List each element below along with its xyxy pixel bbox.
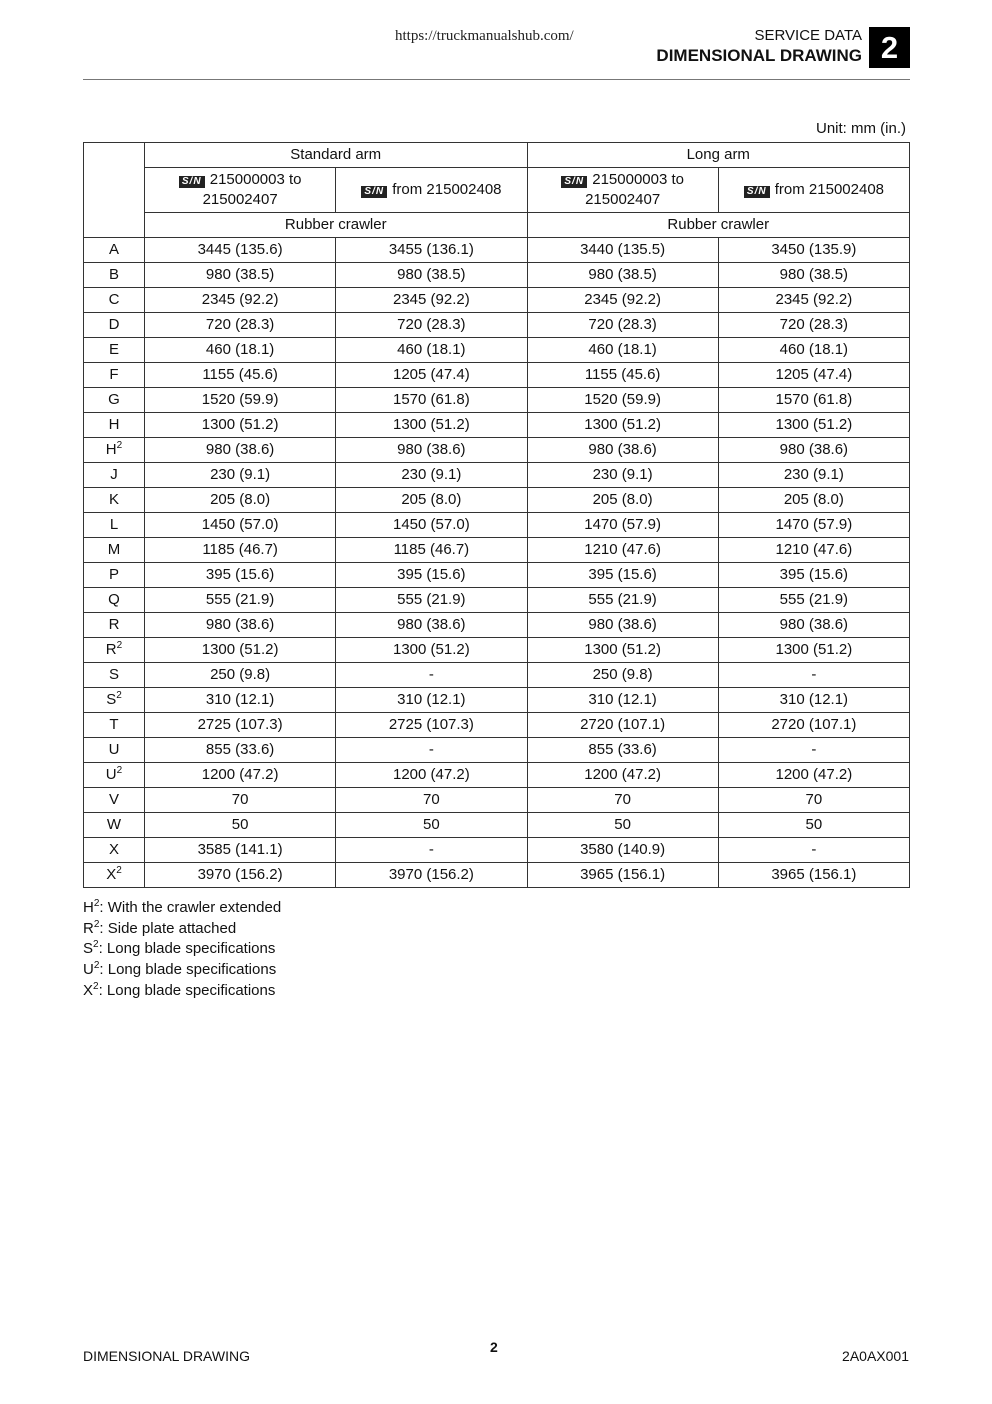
serial-cell [527,168,718,213]
table-row [84,863,910,888]
dimension-letter: R [105,641,117,658]
dimension-label [84,238,145,263]
group-standard-arm: Standard arm [145,143,528,168]
dimension-value: - [336,738,527,763]
dimension-letter: W [106,816,122,833]
dimension-value: 1450 (57.0) [336,513,527,538]
dimension-value: 1300 (51.2) [336,413,527,438]
footnote-superscript: 2 [93,918,100,930]
dimension-value: 1200 (47.2) [336,763,527,788]
dimension-letter: A [108,241,119,258]
dimension-letter: U [108,741,120,758]
dimension-value: 3455 (136.1) [336,238,527,263]
dimension-value: 1210 (47.6) [718,538,909,563]
table-row [84,438,910,463]
crawler-type-cell: Rubber crawler [527,213,910,238]
dimension-value: 980 (38.5) [336,263,527,288]
dimension-value: 1205 (47.4) [718,363,909,388]
dimension-superscript: 2 [116,640,123,651]
table-row [84,838,910,863]
footnotes [83,898,281,1002]
footnote-label: U [83,961,94,979]
dimension-superscript: 2 [116,865,122,876]
footnote-text: : Long blade specifications [98,981,276,999]
dimension-value: 3580 (140.9) [527,838,718,863]
dimension-label [84,813,145,838]
dimension-value: - [336,838,527,863]
dimension-letter: M [107,541,121,558]
dimension-value: 205 (8.0) [718,488,909,513]
footnote-superscript: 2 [93,939,99,951]
dimension-label [84,863,145,888]
dimension-value: 555 (21.9) [718,588,909,613]
dimension-letter: V [108,791,119,808]
table-row [84,563,910,588]
table-row [84,388,910,413]
dimension-label [84,513,145,538]
dimension-value: 1570 (61.8) [718,388,909,413]
header-divider [83,79,910,80]
dimension-value: 395 (15.6) [336,563,527,588]
dimension-value: 1300 (51.2) [145,638,336,663]
dimension-value: 50 [336,813,527,838]
dimension-value: 70 [145,788,336,813]
dimension-value: 980 (38.5) [527,263,718,288]
dimension-value: 855 (33.6) [145,738,336,763]
dimension-value: 395 (15.6) [718,563,909,588]
footer-title: DIMENSIONAL DRAWING [83,1348,250,1364]
table-row [84,663,910,688]
table-row [84,263,910,288]
dimension-value: 230 (9.1) [718,463,909,488]
dimension-label [84,488,145,513]
dimension-superscript: 2 [116,765,123,776]
dimension-value: 980 (38.6) [145,438,336,463]
dimension-value: 3970 (156.2) [336,863,527,888]
dimension-value: 460 (18.1) [336,338,527,363]
dimension-label [84,613,145,638]
dimension-value: 70 [527,788,718,813]
serial-cell [336,168,527,213]
dimension-letter: T [109,716,119,733]
dimension-label [84,838,145,863]
dimension-value: 720 (28.3) [336,313,527,338]
footnote-label: X [83,981,94,999]
page-number: 2 [490,1339,498,1355]
dimension-value: 2345 (92.2) [527,288,718,313]
dimension-value: 3445 (135.6) [145,238,336,263]
footnote [83,960,281,981]
dimension-label [84,413,145,438]
dimension-value: 2725 (107.3) [145,713,336,738]
section-title: DIMENSIONAL DRAWING [656,46,862,65]
serial-number-icon: S/N [561,176,587,188]
dimension-superscript: 2 [116,440,123,451]
dimension-value: 980 (38.6) [527,438,718,463]
dimension-label [84,313,145,338]
dimension-value: 980 (38.6) [718,613,909,638]
dimension-letter: X [108,841,119,858]
dimension-value: 395 (15.6) [527,563,718,588]
dimension-letter: C [108,291,120,308]
dimension-letter: S [106,691,117,708]
dimension-value: 1570 (61.8) [336,388,527,413]
dimension-value: 230 (9.1) [527,463,718,488]
dimension-value: 460 (18.1) [145,338,336,363]
table-row [84,513,910,538]
dimension-label [84,663,145,688]
dimension-value: 2720 (107.1) [527,713,718,738]
dimension-value: 50 [145,813,336,838]
corner-cell [84,143,145,238]
source-url[interactable]: https://truckmanualshub.com/ [395,28,574,44]
serial-range: 215000003 to 215002407 [202,171,302,208]
table-row [84,538,910,563]
dimension-value: 50 [718,813,909,838]
serial-range: from 215002408 [774,181,884,198]
dimension-value: 460 (18.1) [718,338,909,363]
dimension-label [84,688,145,713]
dimension-value: 1450 (57.0) [145,513,336,538]
dimension-value: 70 [336,788,527,813]
serial-header-row [84,168,910,213]
dimension-value: 3965 (156.1) [527,863,718,888]
dimension-label [84,463,145,488]
dimension-label [84,638,145,663]
chapter-badge: 2 [869,27,910,68]
dimension-label [84,363,145,388]
dimension-letter: J [110,466,118,483]
dimension-letter: E [108,341,119,358]
serial-number-icon: S/N [179,176,205,188]
dimension-value: 310 (12.1) [145,688,336,713]
dimension-letter: R [108,616,120,633]
dimension-superscript: 2 [116,690,122,701]
dimension-value: 1205 (47.4) [336,363,527,388]
dimension-label [84,388,145,413]
dimension-label [84,338,145,363]
dimension-label [84,563,145,588]
dimension-value: 3440 (135.5) [527,238,718,263]
dimension-value: 1470 (57.9) [527,513,718,538]
section-name: SERVICE DATA [754,27,862,44]
dimension-value: 720 (28.3) [527,313,718,338]
dimension-value: 310 (12.1) [527,688,718,713]
dimension-value: - [336,663,527,688]
table-row [84,613,910,638]
table-row [84,338,910,363]
crawler-type-cell: Rubber crawler [145,213,528,238]
dimension-letter: K [108,491,119,508]
dimension-value: 2345 (92.2) [336,288,527,313]
dimension-value: 460 (18.1) [527,338,718,363]
dimension-letter: U [105,766,117,783]
dimension-value: 395 (15.6) [145,563,336,588]
table-row [84,488,910,513]
footnote [83,981,281,1002]
dimension-value: 555 (21.9) [145,588,336,613]
dimension-letter: G [108,391,120,408]
footnote-superscript: 2 [93,960,100,972]
dimension-value: 1210 (47.6) [527,538,718,563]
serial-number-icon: S/N [361,186,387,198]
dimension-value: 50 [527,813,718,838]
dimension-label [84,788,145,813]
dimension-value: 1185 (46.7) [336,538,527,563]
dimension-label [84,738,145,763]
dimension-letter: S [108,666,119,683]
dimension-value: - [718,663,909,688]
dimension-letter: F [109,366,119,383]
table-row [84,313,910,338]
dimension-value: 205 (8.0) [145,488,336,513]
dimension-value: 2720 (107.1) [718,713,909,738]
group-long-arm: Long arm [527,143,910,168]
dimension-label [84,588,145,613]
dimension-value: 980 (38.6) [336,613,527,638]
dimension-value: 555 (21.9) [336,588,527,613]
dimension-value: 310 (12.1) [718,688,909,713]
dimension-letter: D [108,316,120,333]
footnote [83,939,281,960]
page-header [656,27,862,67]
dimension-letter: X [106,866,117,883]
dimension-value: 3450 (135.9) [718,238,909,263]
dimension-value: 980 (38.6) [336,438,527,463]
dimension-value: 1155 (45.6) [145,363,336,388]
serial-cell [718,168,909,213]
dimension-value: 1200 (47.2) [718,763,909,788]
dimension-label [84,438,145,463]
dimension-label [84,763,145,788]
dimension-value: 3970 (156.2) [145,863,336,888]
dimension-value: 230 (9.1) [145,463,336,488]
footnote-text: : Long blade specifications [99,961,277,979]
dimension-label [84,538,145,563]
dimension-value: 2345 (92.2) [718,288,909,313]
dimension-value: 980 (38.5) [718,263,909,288]
dimension-value: 1300 (51.2) [718,638,909,663]
dimension-value: 250 (9.8) [527,663,718,688]
dimension-label [84,713,145,738]
serial-range: from 215002408 [392,181,502,198]
dimension-value: 1185 (46.7) [145,538,336,563]
dimension-value: 3585 (141.1) [145,838,336,863]
dimension-letter: L [109,516,119,533]
serial-range: 215000003 to 215002407 [585,171,684,208]
table-row [84,588,910,613]
dimension-label [84,263,145,288]
dimension-value: - [718,838,909,863]
dimension-letter: H [105,441,117,458]
serial-number-icon: S/N [744,186,770,198]
table-row [84,638,910,663]
footnote-text: : Long blade specifications [98,940,276,958]
dimension-value: 1200 (47.2) [527,763,718,788]
table-row [84,238,910,263]
dimension-value: 1200 (47.2) [145,763,336,788]
table-row [84,788,910,813]
dimension-value: 980 (38.6) [718,438,909,463]
dimension-value: 1520 (59.9) [527,388,718,413]
dimension-value: 1300 (51.2) [527,638,718,663]
table-row [84,288,910,313]
dimension-value: 1300 (51.2) [718,413,909,438]
dimension-value: 1520 (59.9) [145,388,336,413]
unit-label: Unit: mm (in.) [816,120,906,137]
dimension-value: 250 (9.8) [145,663,336,688]
dimension-letter: Q [108,591,120,608]
footnote-text: : Side plate attached [99,919,237,937]
crawler-header-row [84,213,910,238]
dimension-value: 980 (38.5) [145,263,336,288]
table-row [84,463,910,488]
dimension-value: 2725 (107.3) [336,713,527,738]
footnote [83,919,281,940]
dimension-value: 555 (21.9) [527,588,718,613]
dimension-value: 980 (38.6) [145,613,336,638]
table-row [84,688,910,713]
dimension-value: 1300 (51.2) [336,638,527,663]
footnote-text: : With the crawler extended [99,899,282,916]
dimension-value: 720 (28.3) [145,313,336,338]
dimension-value: - [718,738,909,763]
dimension-value: 720 (28.3) [718,313,909,338]
table-row [84,813,910,838]
table-row [84,763,910,788]
footnote-label: R [83,919,94,937]
table-row [84,413,910,438]
dimension-value: 1155 (45.6) [527,363,718,388]
dimension-value: 855 (33.6) [527,738,718,763]
table-row [84,713,910,738]
dimension-value: 310 (12.1) [336,688,527,713]
dimension-letter: H [108,416,120,433]
dimension-value: 230 (9.1) [336,463,527,488]
dimension-value: 205 (8.0) [336,488,527,513]
footnote-label: H [83,899,94,916]
dimension-value: 205 (8.0) [527,488,718,513]
serial-cell [145,168,336,213]
footnote-label: S [83,940,94,958]
table-row [84,738,910,763]
dimension-letter: P [108,566,119,583]
dimension-letter: B [108,266,119,283]
dimension-value: 1300 (51.2) [145,413,336,438]
table-row [84,363,910,388]
dimension-label [84,288,145,313]
dimension-value: 3965 (156.1) [718,863,909,888]
footnote-superscript: 2 [93,898,100,909]
dimension-value: 2345 (92.2) [145,288,336,313]
dimension-value: 70 [718,788,909,813]
group-header-row [84,143,910,168]
footnote [83,898,281,919]
dimension-value: 1300 (51.2) [527,413,718,438]
dimension-table [83,142,910,888]
dimension-value: 980 (38.6) [527,613,718,638]
footnote-superscript: 2 [93,980,99,992]
document-code: 2A0AX001 [842,1348,909,1364]
dimension-value: 1470 (57.9) [718,513,909,538]
